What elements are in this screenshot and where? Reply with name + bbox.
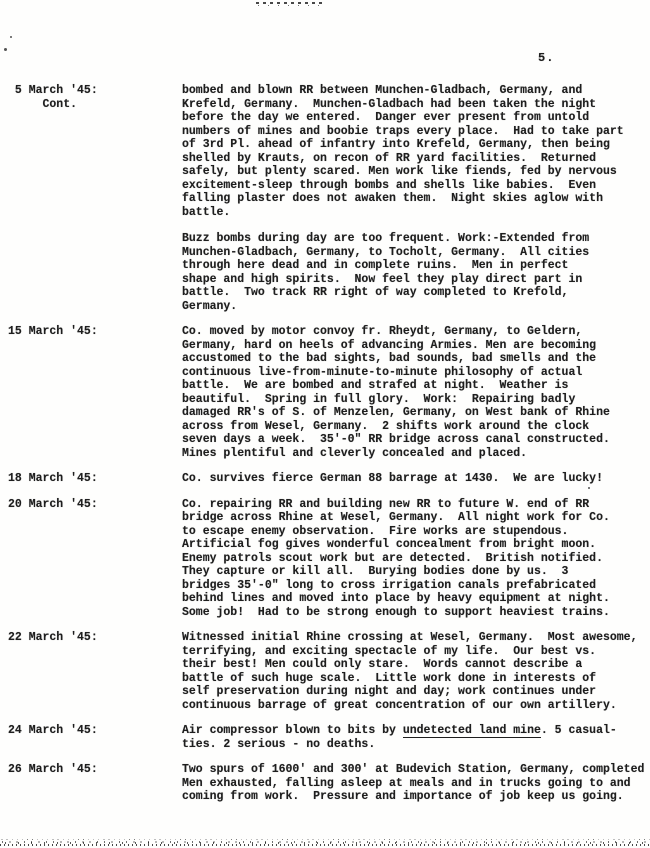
entry-line: Germany. (182, 299, 238, 313)
entry-line: damaged RR's of S. of Menzelen, Germany, on West bank of Rhine (182, 406, 610, 419)
entry-date (8, 84, 182, 111)
entry-body (182, 724, 644, 751)
entry-line: falling plaster does not awaken them. Night skies aglow with (182, 192, 603, 205)
entry-body (182, 631, 644, 712)
entry-date-line: 22 March '45: (8, 631, 98, 644)
entry-line: battle. We are bombed and strafed at night. Weather is (182, 379, 569, 392)
entry-date (8, 724, 182, 738)
entry-line: bridge across Rhine at Wesel, Germany. All night work for Co. (182, 511, 610, 524)
entry-line: before the day we entered. Danger ever present from untold (182, 111, 590, 124)
entry-line: safely, but plenty scared. Men work like fiends, fed by nervous (182, 165, 617, 178)
diary-entry (8, 84, 644, 313)
entry-paragraph (182, 724, 644, 751)
entry-line: They capture or kill all. Burying bodies done by us. 3 (182, 565, 569, 578)
entry-line: behind lines and moved into place by heavy equipment at night. (182, 592, 610, 605)
entry-date (8, 763, 182, 777)
entry-line: across from Wesel, Germany. 2 shifts work around the clock (182, 419, 590, 433)
entry-body (182, 498, 644, 620)
entry-paragraph (182, 763, 644, 804)
entry-body (182, 472, 644, 486)
entry-line: excitement-sleep through bombs and shells like babies. Even (182, 178, 597, 192)
entry-paragraph (182, 472, 644, 486)
entry-line (182, 724, 644, 738)
entry-date (8, 498, 182, 512)
entry-date-line: 15 March '45: (8, 325, 98, 338)
text-segment: Air compressor blown to bits by (182, 724, 403, 737)
entry-line: Munchen-Gladbach, Germany, to Tocholt, Germany. All cities (182, 245, 590, 259)
entry-line: Germany, hard on heels of advancing Armies. Men are becoming (182, 338, 597, 352)
entry-date-line: 20 March '45: (8, 497, 98, 511)
diary-entry (8, 472, 644, 486)
entry-date (8, 472, 182, 486)
entry-date-line: 5 March '45: (8, 84, 98, 97)
scan-speck (10, 36, 12, 38)
entry-line: accustomed to the bad sights, bad sounds, bad smells and the (182, 352, 597, 365)
entry-line: numbers of mines and boobie traps every place. Had to take part (182, 124, 624, 138)
entry-line: of 3rd Pl. ahead of infantry into Krefeld, Germany, then being (182, 138, 610, 151)
scan-noise-band (0, 838, 650, 847)
scan-artifact-top (256, 2, 324, 7)
entry-paragraph (182, 84, 644, 219)
entry-date-line: 18 March '45: (8, 472, 98, 485)
entry-date-line: 24 March '45: (8, 724, 98, 737)
entry-line: Some job! Had to be strong enough to support heaviest trains. (182, 605, 610, 619)
entry-paragraph (182, 232, 644, 313)
entry-line: Co. survives fierce German 88 barrage at 1430. We are lucky! (182, 472, 603, 485)
entry-line: shelled by Krauts, on recon of RR yard facilities. Returned (182, 151, 597, 165)
entry-line: Two spurs of 1600' and 300' at Budevich Station, Germany, completed (182, 763, 645, 776)
entry-line: Men exhausted, falling asleep at meals and in trucks going to and (182, 776, 631, 790)
entry-line: Krefeld, Germany. Munchen-Gladbach had been taken the night (182, 97, 597, 111)
entry-line: bridges 35'-0" long to cross irrigation canals prefabricated (182, 578, 597, 592)
entry-line: continuous live-from-minute-to-minute philosophy of actual (182, 365, 583, 379)
entry-line: bombed and blown RR between Munchen-Gladbach, Germany, and (182, 84, 583, 97)
entries (8, 84, 644, 816)
entry-line: Witnessed initial Rhine crossing at Wesel, Germany. Most awesome, (182, 631, 638, 644)
entry-line: self preservation during night and day; work continues under (182, 685, 597, 698)
entry-line: beautiful. Spring in full glory. Work: Repairing badly (182, 392, 576, 406)
entry-line: battle. Two track RR right of way completed to Krefold, (182, 286, 569, 299)
entry-date (8, 631, 182, 645)
entry-date (8, 325, 182, 339)
diary-entry (8, 325, 644, 460)
entry-paragraph (182, 498, 644, 620)
diary-entry (8, 763, 644, 804)
entry-line: ties. 2 serious - no deaths. (182, 737, 376, 751)
entry-line: Enemy patrols scout work but are detected. British notified. (182, 551, 603, 565)
entry-line: Co. moved by motor convoy fr. Rheydt, Germany, to Geldern, (182, 325, 583, 338)
diary-entry (8, 724, 644, 751)
entry-body (182, 84, 644, 313)
entry-line: their best! Men could only stare. Words cannot describe a (182, 658, 583, 671)
entry-body (182, 325, 644, 460)
diary-entry (8, 631, 644, 712)
entry-paragraph (182, 325, 644, 460)
entry-line: shape and high spirits. Now feel they play direct part in (182, 272, 583, 286)
entry-line: battle of such huge scale. Little work done in interests of (182, 671, 597, 685)
entry-line: Artificial fog gives wonderful concealment from bright moon. (182, 538, 597, 551)
entry-date-line: 26 March '45: (8, 763, 98, 776)
entry-line: to escape enemy observation. Fire works are stupendous. (182, 524, 569, 538)
scan-speck (4, 48, 7, 51)
entry-body (182, 763, 644, 804)
entry-line: Co. repairing RR and building new RR to future W. end of RR (182, 497, 590, 511)
underlined-text: undetected land mine (402, 724, 541, 737)
entry-line: battle. (182, 205, 231, 219)
entry-paragraph (182, 631, 644, 712)
entry-line: coming from work. Pressure and importance of job keep us going. (182, 790, 624, 803)
text-segment: . 5 casual- (540, 724, 617, 737)
entry-line: through here dead and in complete ruins. Men in perfect (182, 259, 569, 272)
entry-line: seven days a week. 35'-0" RR bridge across canal constructed. (182, 433, 610, 446)
entry-date-line: Cont. (8, 97, 78, 111)
entry-line: Buzz bombs during day are too frequent. Work:-Extended from (182, 232, 590, 245)
diary-entry (8, 498, 644, 620)
entry-line: terrifying, and exciting spectacle of my life. Our best vs. (182, 644, 597, 658)
page-number: 5. (538, 51, 555, 65)
entry-line: Mines plentiful and cleverly concealed and placed. (182, 446, 528, 460)
entry-line: continuous barrage of great concentration of our own artillery. (182, 698, 617, 712)
